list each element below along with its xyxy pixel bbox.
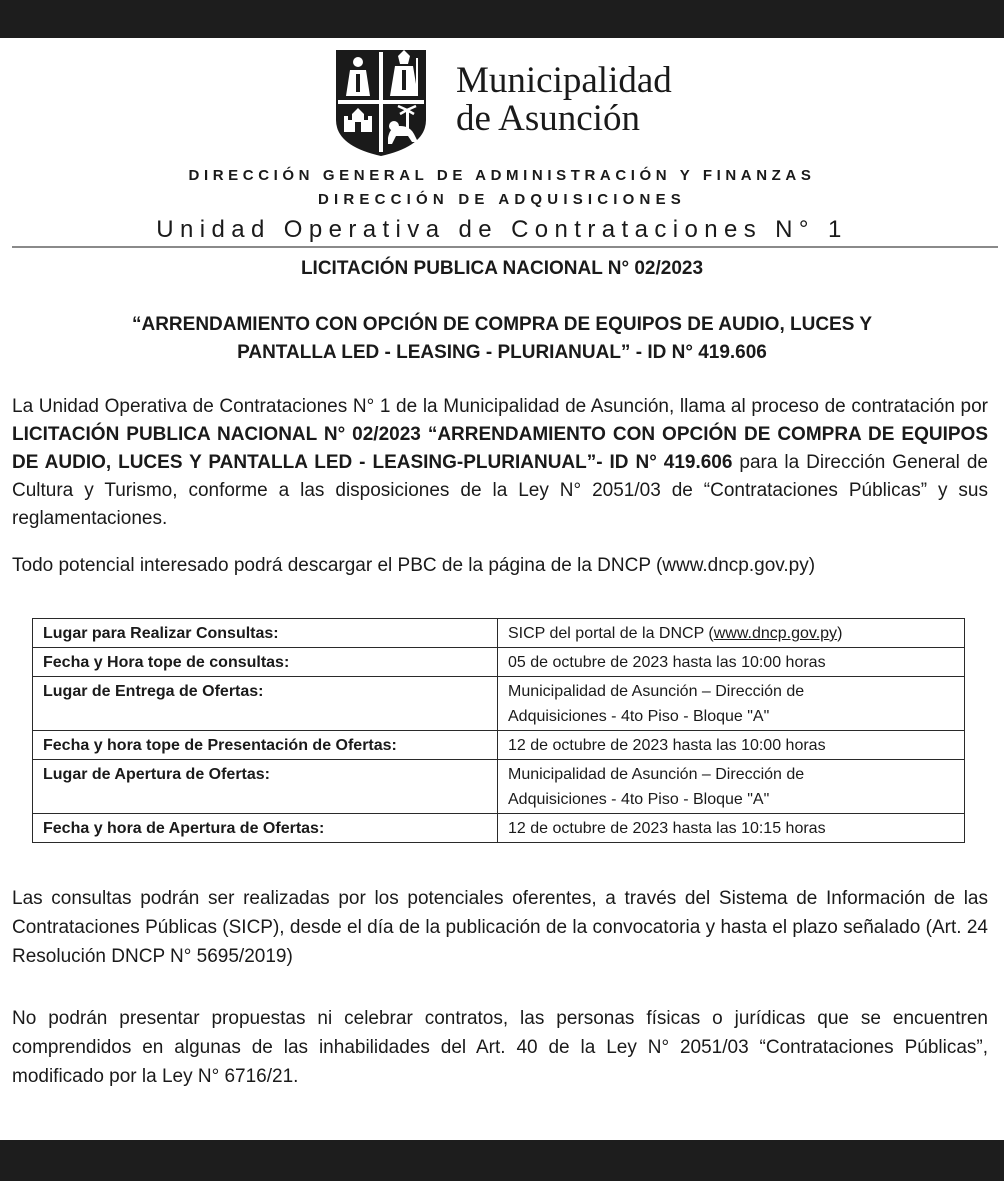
- ineligibility-paragraph: No podrán presentar propuestas ni celebrar contratos, las personas físicas o jurídicas que se encuentren comprendidos en algunas de las inhabilidades del Art. 40 de la Ley N° 2051/03 “Contrataciones Públicas”, modificado por la Ley N° 6716/21.: [12, 1008, 988, 1087]
- value-text: SICP del portal de la DNCP (: [508, 625, 714, 642]
- subtitle-line-1: “ARRENDAMIENTO CON OPCIÓN DE COMPRA DE EQUIPOS DE AUDIO, LUCES Y: [131, 314, 873, 335]
- org-line-1: Municipalidad: [456, 60, 672, 101]
- top-band: [0, 0, 1004, 38]
- table-row: [33, 619, 965, 648]
- table-row: [33, 760, 965, 814]
- schedule-table: [32, 618, 965, 843]
- operating-unit: Unidad Operativa de Contrataciones N° 1: [156, 216, 848, 243]
- row-label: Lugar de Apertura de Ofertas:: [33, 760, 498, 814]
- value-line-1: Municipalidad de Asunción – Dirección de: [508, 683, 805, 700]
- row-value: 05 de octubre de 2023 hasta las 10:00 horas: [498, 648, 965, 677]
- org-line-2: de Asunción: [456, 98, 640, 139]
- row-label: Fecha y hora tope de Presentación de Ofertas:: [33, 731, 498, 760]
- table-row: [33, 814, 965, 843]
- dncp-link[interactable]: www.dncp.gov.py: [713, 625, 838, 642]
- table-row: [33, 648, 965, 677]
- row-value: 12 de octubre de 2023 hasta las 10:15 horas: [498, 814, 965, 843]
- row-value: [498, 760, 965, 814]
- value-text: ): [837, 625, 843, 642]
- value-line-2: Adquisiciones - 4to Piso - Bloque "A": [508, 708, 770, 725]
- call-paragraph: [12, 393, 988, 533]
- notice-title: LICITACIÓN PUBLICA NACIONAL N° 02/2023: [300, 258, 704, 279]
- subtitle-line-2: PANTALLA LED - LEASING - PLURIANUAL” - ID N° 419.606: [237, 342, 767, 363]
- row-label: Fecha y Hora tope de consultas:: [33, 648, 498, 677]
- consultations-paragraph: Las consultas podrán ser realizadas por los potenciales oferentes, a través del Sistema de Información de las Contrataciones Públicas (SICP), desde el día de la publicación de la convocatoria y hasta el plazo señalado (Art. 24 Resolución DNCP N° 5695/2019): [12, 888, 988, 967]
- download-paragraph: Todo potencial interesado podrá descargar el PBC de la página de la DNCP (www.dncp.gov.py): [12, 555, 816, 576]
- value-line-2: Adquisiciones - 4to Piso - Bloque "A": [508, 791, 770, 808]
- organization-name: [456, 62, 672, 138]
- row-value: [498, 677, 965, 731]
- table-row: [33, 677, 965, 731]
- department-general: DIRECCIÓN GENERAL DE ADMINISTRACIÓN Y FINANZAS: [188, 167, 816, 184]
- department-acquisitions: DIRECCIÓN DE ADQUISICIONES: [317, 191, 686, 208]
- row-value: [498, 619, 965, 648]
- call-intro: La Unidad Operativa de Contrataciones N° 1 de la Municipalidad de Asunción, llama al proceso de contratación por: [12, 396, 988, 417]
- call-tender-reference: LICITACIÓN PUBLICA NACIONAL N° 02/2023 “ARRENDAMIENTO CON OPCIÓN DE COMPRA DE EQUIPOS DE AUDIO, LUCES Y PANTALLA LED - LEASING-PLURIANUAL”- ID N° 419.606: [12, 424, 988, 473]
- row-label: Fecha y hora de Apertura de Ofertas:: [33, 814, 498, 843]
- row-label: Lugar para Realizar Consultas:: [33, 619, 498, 648]
- call-conclusion: para la Dirección General de Cultura y Turismo, conforme a las disposiciones de la Ley N° 2051/03 de “Contrataciones Públicas” y sus reglamentaciones.: [12, 452, 988, 529]
- coat-of-arms-icon: [332, 46, 430, 158]
- value-line-1: Municipalidad de Asunción – Dirección de: [508, 766, 805, 783]
- table-row: [33, 731, 965, 760]
- row-label: Lugar de Entrega de Ofertas:: [33, 677, 498, 731]
- header-divider: [12, 246, 998, 248]
- bottom-band: [0, 1140, 1004, 1181]
- row-value: 12 de octubre de 2023 hasta las 10:00 horas: [498, 731, 965, 760]
- notice-subtitle: [0, 311, 1004, 367]
